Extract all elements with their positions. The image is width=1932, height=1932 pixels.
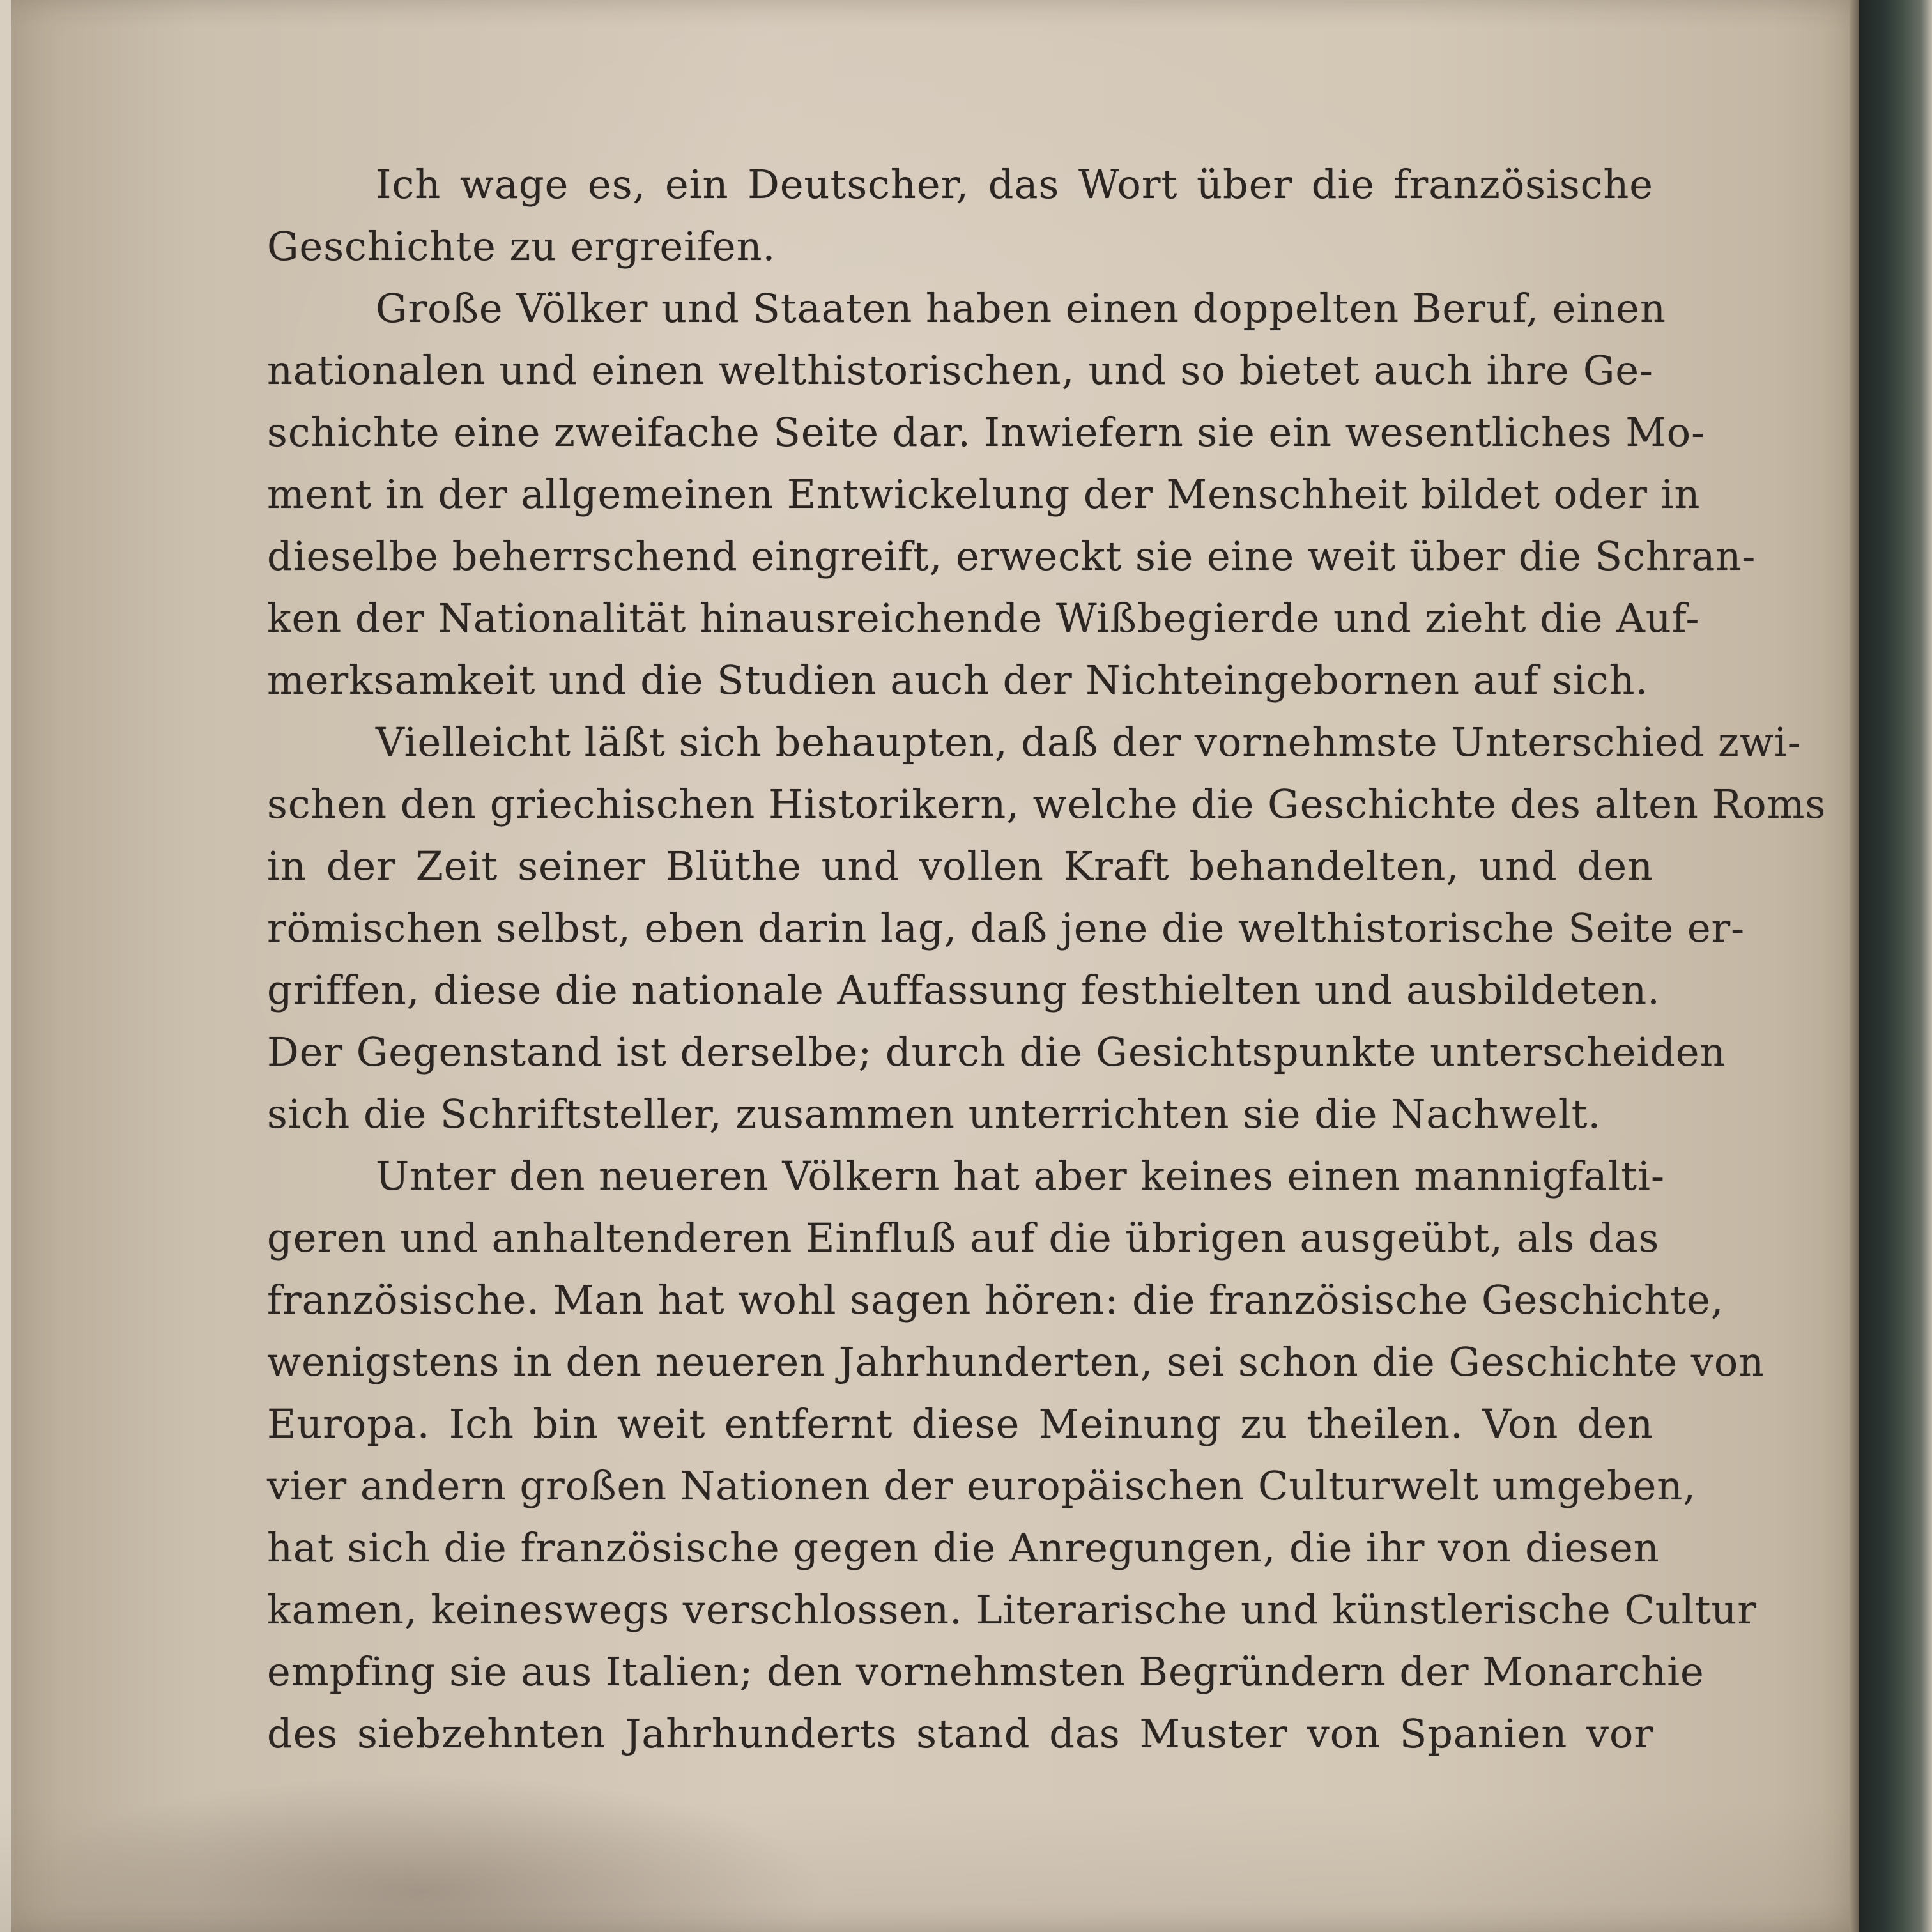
text-line: Ich wage es, ein Deutscher, das Wort über die französische — [376, 161, 1653, 208]
book-page — [12, 0, 1867, 1932]
text-line: dieselbe beherrschend eingreift, erweckt sie eine weit über die Schran- — [267, 533, 1756, 579]
text-line: in der Zeit seiner Blüthe und vollen Kraft behandelten, und den — [267, 843, 1653, 889]
text-line: sich die Schriftsteller, zusammen unterrichten sie die Nachwelt. — [267, 1091, 1602, 1137]
text-line: Unter den neueren Völkern hat aber keines einen mannigfalti- — [376, 1153, 1665, 1199]
text-line: merksamkeit und die Studien auch der Nichteingebornen auf sich. — [267, 657, 1649, 703]
text-line: Geschichte zu ergreifen. — [267, 223, 776, 270]
text-line: französische. Man hat wohl sagen hören: die französische Geschichte, — [267, 1276, 1724, 1323]
text-line: Europa. Ich bin weit entfernt diese Meinung zu theilen. Von den — [267, 1400, 1653, 1447]
text-line: Große Völker und Staaten haben einen doppelten Beruf, einen — [376, 285, 1666, 332]
text-line: geren und anhaltenderen Einfluß auf die übrigen ausgeübt, als das — [267, 1215, 1660, 1261]
text-line: nationalen und einen welthistorischen, und so bietet auch ihre Ge- — [267, 347, 1653, 394]
text-line: griffen, diese die nationale Auffassung festhielten und ausbildeten. — [267, 967, 1660, 1013]
text-line: vier andern großen Nationen der europäischen Culturwelt umgeben, — [267, 1462, 1696, 1509]
body-text — [267, 153, 1827, 1765]
text-line: ment in der allgemeinen Entwickelung der Menschheit bildet oder in — [267, 471, 1701, 518]
text-line: des siebzehnten Jahrhunderts stand das Muster von Spanien vor — [267, 1710, 1653, 1757]
text-line: schen den griechischen Historikern, welche die Geschichte des alten Roms — [267, 781, 1827, 827]
text-line: kamen, keineswegs verschlossen. Literarische und künstlerische Cultur — [267, 1586, 1758, 1633]
text-line: empfing sie aus Italien; den vornehmsten Begründern der Monarchie — [267, 1648, 1705, 1695]
text-line: ken der Nationalität hinausreichende Wißbegierde und zieht die Auf- — [267, 595, 1700, 641]
text-line: Der Gegenstand ist derselbe; durch die Gesichtspunkte unterscheiden — [267, 1029, 1726, 1075]
text-line: hat sich die französische gegen die Anregungen, die ihr von diesen — [267, 1524, 1660, 1571]
text-line: Vielleicht läßt sich behaupten, daß der vornehmste Unterschied zwi- — [376, 719, 1802, 765]
book-spine — [1859, 0, 1932, 1932]
text-line: römischen selbst, eben darin lag, daß jene die welthistorische Seite er- — [267, 905, 1745, 951]
page-shadow — [0, 1802, 1853, 1932]
text-line: wenigstens in den neueren Jahrhunderten, sei schon die Geschichte von — [267, 1338, 1765, 1385]
text-line: schichte eine zweifache Seite dar. Inwiefern sie ein wesentliches Mo- — [267, 409, 1706, 456]
